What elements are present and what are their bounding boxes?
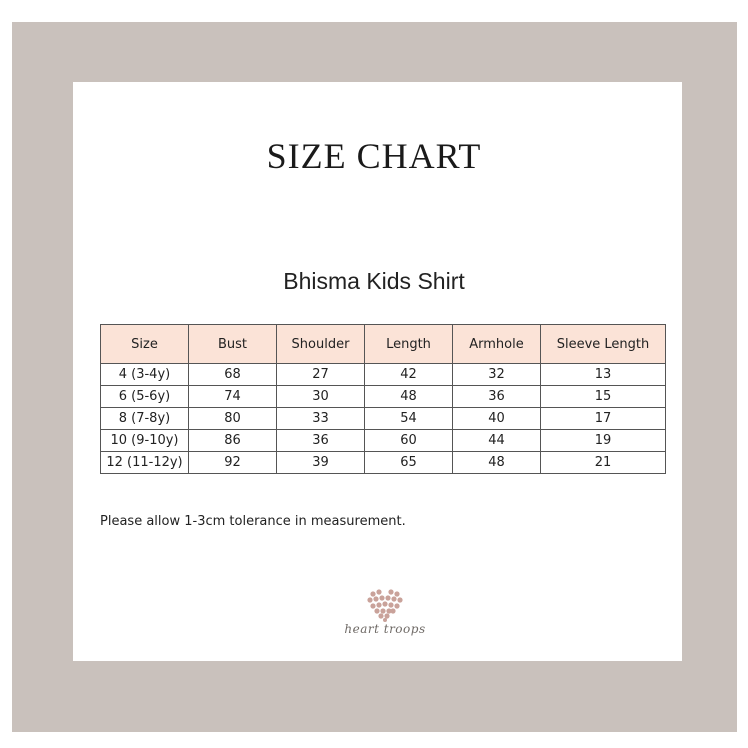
table-cell: 30 [277,386,365,408]
table-cell: 60 [365,430,453,452]
table-cell: 19 [541,430,666,452]
table-row [101,452,666,474]
table-cell: 13 [541,364,666,386]
table-cell: 54 [365,408,453,430]
table-row [101,364,666,386]
table-cell: 44 [453,430,541,452]
table-cell: 17 [541,408,666,430]
header-shoulder: Shoulder [277,325,365,364]
table-cell: 48 [453,452,541,474]
table-cell: 33 [277,408,365,430]
product-name: Bhisma Kids Shirt [283,268,465,294]
table-cell: 8 (7-8y) [101,408,189,430]
table-row [101,430,666,452]
tolerance-note: Please allow 1-3cm tolerance in measurement. [100,514,406,529]
size-table [100,324,666,474]
brand-logo-text: heart troops [344,622,426,636]
brand-logo [330,588,440,638]
table-cell: 36 [277,430,365,452]
table-cell: 21 [541,452,666,474]
table-row [101,408,666,430]
table-row [101,386,666,408]
table-cell: 74 [189,386,277,408]
table-cell: 15 [541,386,666,408]
table-cell: 12 (11-12y) [101,452,189,474]
table-header-row [101,325,666,364]
table-cell: 32 [453,364,541,386]
table-cell: 48 [365,386,453,408]
page-title: SIZE CHART [266,136,482,176]
header-length: Length [365,325,453,364]
table-cell: 40 [453,408,541,430]
table-cell: 92 [189,452,277,474]
table-cell: 42 [365,364,453,386]
table-cell: 68 [189,364,277,386]
table-cell: 10 (9-10y) [101,430,189,452]
table-cell: 80 [189,408,277,430]
table-cell: 36 [453,386,541,408]
table-cell: 4 (3-4y) [101,364,189,386]
heart-icon [330,588,440,622]
table-cell: 6 (5-6y) [101,386,189,408]
table-cell: 86 [189,430,277,452]
header-size: Size [101,325,189,364]
table-cell: 65 [365,452,453,474]
header-armhole: Armhole [453,325,541,364]
header-bust: Bust [189,325,277,364]
table-cell: 39 [277,452,365,474]
header-sleeve-length: Sleeve Length [541,325,666,364]
table-cell: 27 [277,364,365,386]
